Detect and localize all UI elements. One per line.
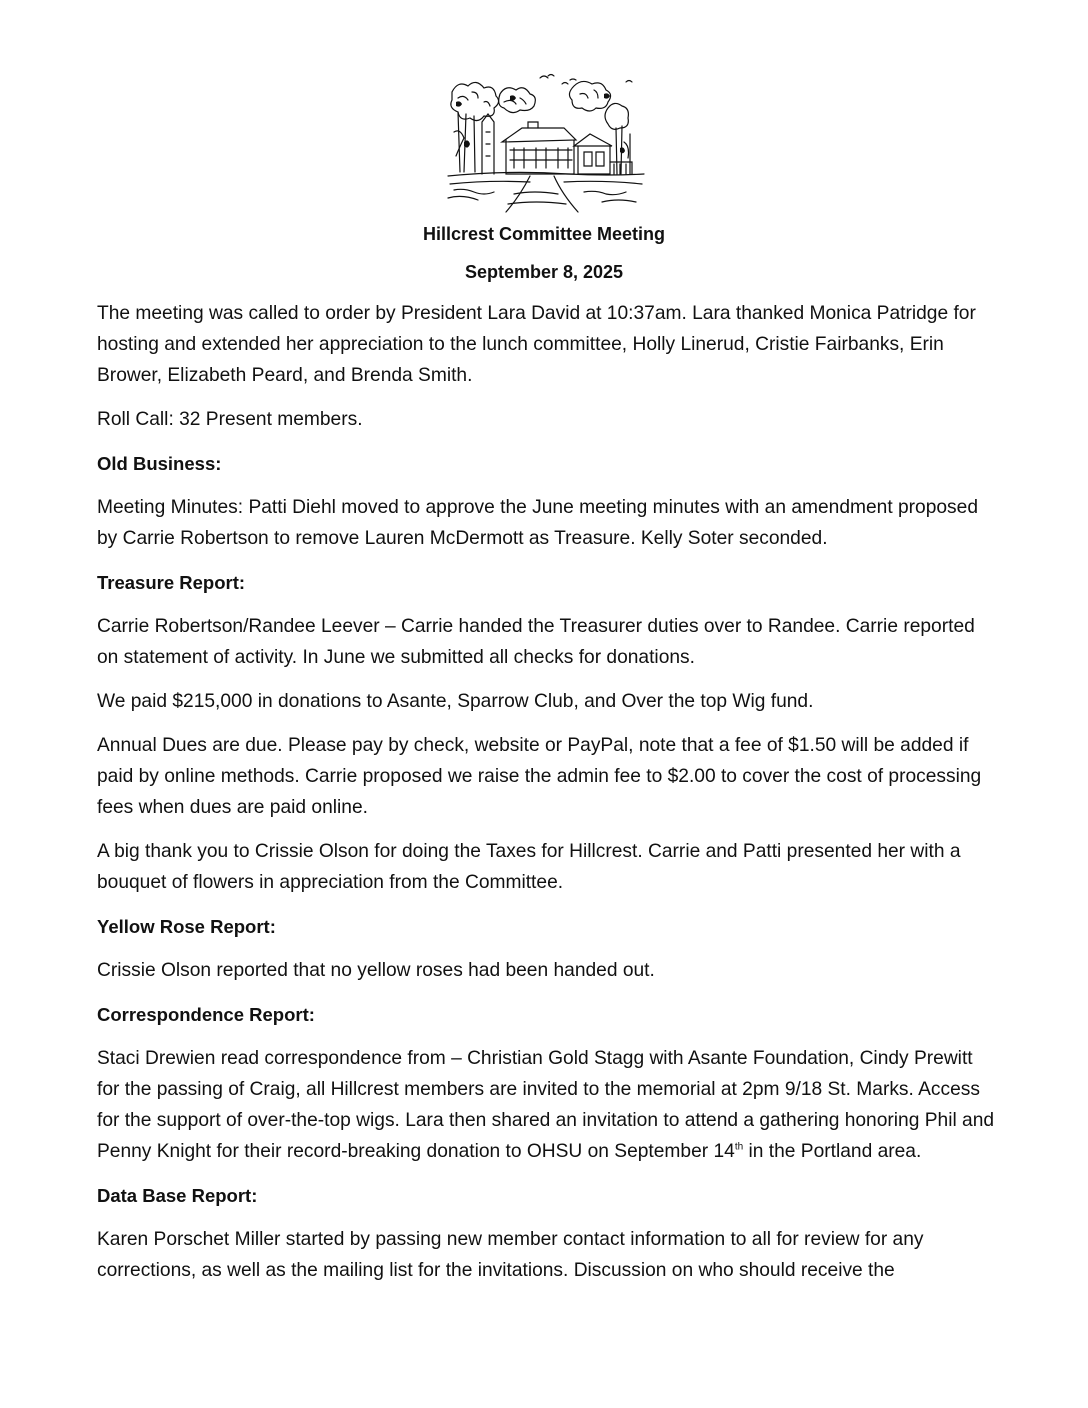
correspondence-report-heading: Correspondence Report: [97, 1004, 315, 1025]
treasure-paragraph-2: We paid $215,000 in donations to Asante, Sparrow Club, and Over the top Wig fund. [97, 691, 814, 712]
database-report-heading: Data Base Report: [97, 1185, 258, 1206]
treasure-paragraph-3: Annual Dues are due. Please pay by check, website or PayPal, note that a fee of $1.50 will be added if paid by online methods. Carrie proposed we raise the admin fee to $2.00 to cover the cost of processing fees when dues are paid online. [97, 735, 982, 818]
meeting-minutes-paragraph: Meeting Minutes: Patti Diehl moved to approve the June meeting minutes with an amendment proposed by Carrie Robertson to remove Lauren McDermott as Treasure. Kelly Soter seconded. [97, 497, 978, 549]
ordinal-suffix: th [734, 1141, 744, 1153]
treasure-paragraph-4: A big thank you to Crissie Olson for doing the Taxes for Hillcrest. Carrie and Patti presented her with a bouquet of flowers in appreciation from the Committee. [97, 841, 961, 893]
yellow-rose-paragraph: Crissie Olson reported that no yellow roses had been handed out. [97, 960, 655, 981]
old-business-heading: Old Business: [97, 453, 222, 474]
document-title: Hillcrest Committee Meeting [422, 224, 666, 244]
minutes-body [97, 298, 997, 1299]
treasure-report-heading: Treasure Report: [97, 572, 246, 593]
yellow-rose-report-heading: Yellow Rose Report: [97, 916, 276, 937]
hillcrest-house-illustration-icon [444, 72, 648, 216]
correspondence-text-end: in the Portland area. [743, 1141, 922, 1162]
roll-call: Roll Call: 32 Present members. [97, 409, 363, 430]
intro-paragraph: The meeting was called to order by President Lara David at 10:37am. Lara thanked Monica Patridge for hosting and extended her appreciation to the lunch committee, Holly Linerud, Cristie Fairbanks, Erin Brower, Elizabeth Peard, and Brenda Smith. [97, 303, 976, 386]
database-paragraph: Karen Porschet Miller started by passing new member contact information to all for review for any corrections, as well as the mailing list for the invitations. Discussion on who should receive the [97, 1229, 924, 1281]
correspondence-text: Staci Drewien read correspondence from – Christian Gold Stagg with Asante Foundation, Cindy Prewitt for the passing of Craig, all Hillcrest members are invited to the memorial at 2pm 9/18 St. Marks. Access for the support of over-the-top wigs. Lara then shared an invitation to attend a gathering honoring Phil and Penny Knight for their record-breaking donation to OHSU on September 14 [97, 1048, 995, 1162]
correspondence-paragraph [97, 1043, 997, 1167]
meeting-date: September 8, 2025 [464, 262, 624, 282]
treasure-paragraph-1: Carrie Robertson/Randee Leever – Carrie handed the Treasurer duties over to Randee. Carrie reported on statement of activity. In June we submitted all checks for donations. [97, 616, 975, 668]
